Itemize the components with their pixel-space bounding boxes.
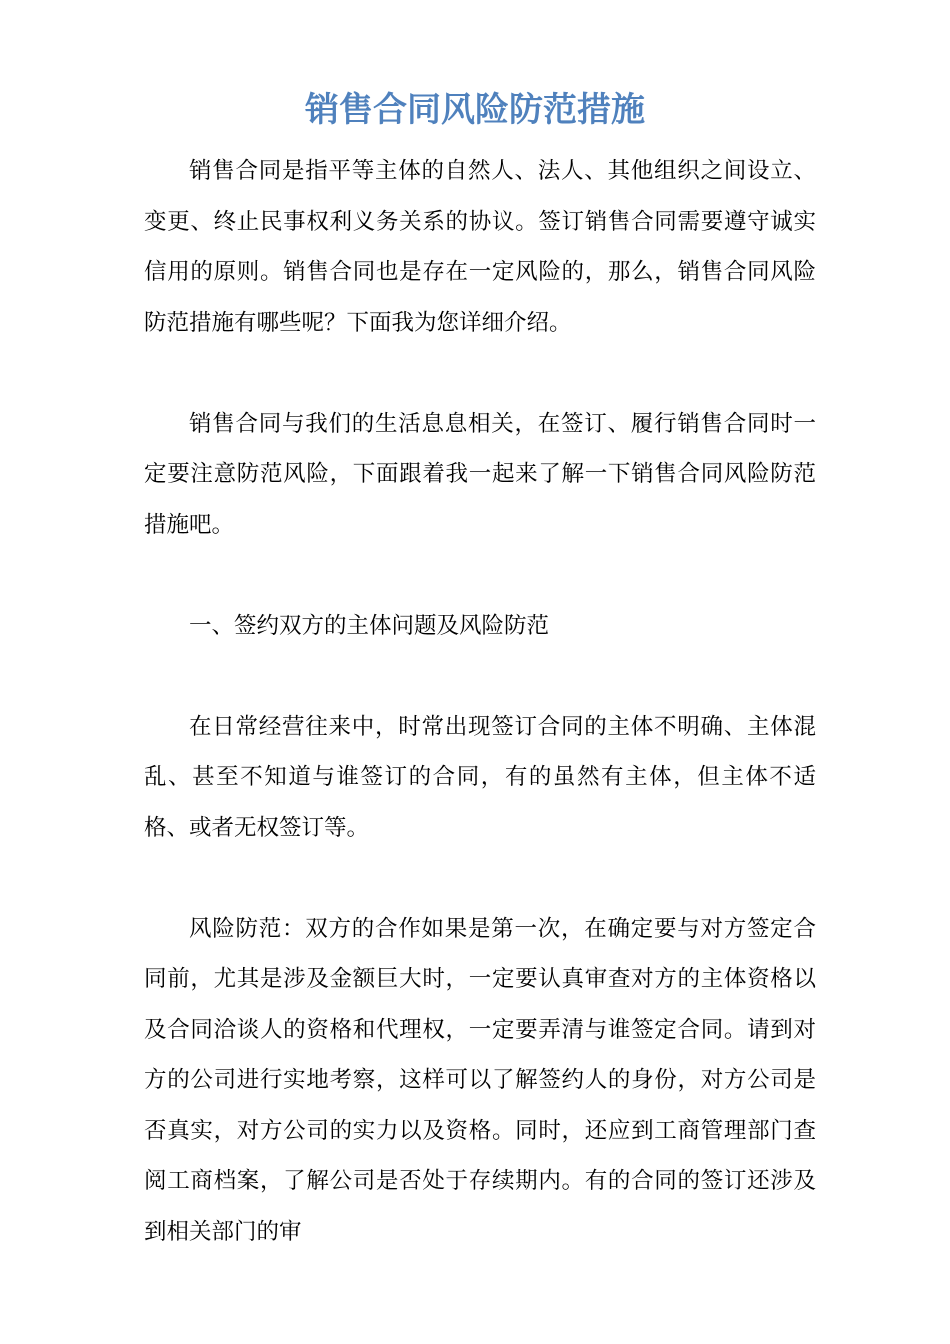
- paragraph-risk-prevention: 风险防范：双方的合作如果是第一次，在确定要与对方签定合同前，尤其是涉及金额巨大时，一定要认真审查对方的主体资格以及合同洽谈人的资格和代理权，一定要弄清与谁签定合同。请到对方的公司进行实地考察，这样可以了解签约人的身份，对方公司是否真实，对方公司的实力以及资格。同时，还应到工商管理部门查阅工商档案，了解公司是否处于存续期内。有的合同的签订还涉及到相关部门的审: [144, 915, 816, 1245]
- section-heading-1: 一、签约双方的主体问题及风险防范: [189, 612, 550, 639]
- paragraph-spacer: [144, 853, 816, 904]
- paragraph-spacer: [144, 550, 816, 601]
- paragraph-context: 销售合同与我们的生活息息相关，在签订、履行销售合同时一定要注意防范风险，下面跟着我一起来了解一下销售合同风险防范措施吧。: [144, 410, 816, 538]
- paragraph-subject-issue: 在日常经营往来中，时常出现签订合同的主体不明确、主体混乱、甚至不知道与谁签订的合同，有的虽然有主体，但主体不适格、或者无权签订等。: [144, 713, 816, 841]
- document-body: [144, 146, 816, 1257]
- paragraph-intro: 销售合同是指平等主体的自然人、法人、其他组织之间设立、变更、终止民事权利义务关系的协议。签订销售合同需要遵守诚实信用的原则。销售合同也是存在一定风险的，那么，销售合同风险防范措施有哪些呢？下面我为您详细介绍。: [144, 158, 816, 336]
- document-title: 销售合同风险防范措施: [305, 90, 645, 130]
- paragraph-spacer: [144, 348, 816, 399]
- paragraph-spacer: [144, 651, 816, 702]
